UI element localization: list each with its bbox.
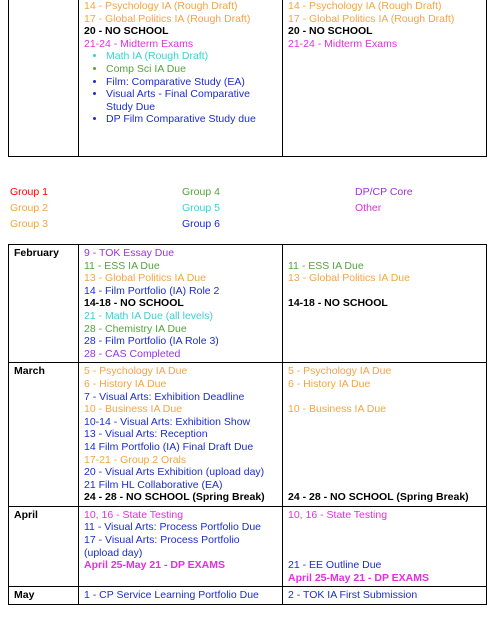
entry-line: 10, 16 - State Testing [84, 508, 184, 521]
entry-line: 14 - Psychology IA (Rough Draft) [84, 0, 238, 12]
top-col2-cell [79, 0, 283, 157]
top-col3-cell [283, 0, 487, 157]
entry-line: 13 - Global Politics IA Due [288, 272, 410, 285]
entry-line: 5 - Psychology IA Due [84, 365, 188, 378]
entry-line: 17 - Visual Arts: Process Portfolio (upload day) [84, 534, 240, 559]
entry-line: 28 - CAS Completed [84, 347, 181, 360]
legend-item: DP/CP Core [355, 186, 413, 198]
entry-line: 10-14 - Visual Arts: Exhibition Show [84, 415, 251, 428]
entry-line [288, 454, 481, 467]
entry-line: 6 - History IA Due [288, 377, 371, 390]
entry-line: 14 - Psychology IA (Rough Draft) [288, 0, 442, 12]
entry-line: 10 - Business IA Due [84, 403, 183, 416]
month-col2-cell [79, 506, 283, 587]
entry-line: 28 - Chemistry IA Due [84, 322, 187, 335]
month-row [9, 363, 487, 507]
entry-line: 13 - Visual Arts: Reception [84, 428, 208, 441]
entry-line [288, 466, 481, 479]
month-row [9, 245, 487, 363]
entry-line: 20 - Visual Arts Exhibition (upload day) [84, 466, 265, 479]
entry-line: 21-24 - Midterm Exams [288, 37, 398, 50]
top-col2-entries [84, 0, 277, 50]
entry-line: 17-21 - Group 2 Orals [84, 453, 187, 466]
entry-line [288, 391, 481, 404]
entry-line [288, 534, 481, 547]
month-col2-cell [79, 587, 283, 605]
top-calendar-table [8, 0, 487, 157]
entry-line: 11 - ESS IA Due [84, 259, 160, 272]
entry-line: April 25-May 21 - DP EXAMS [288, 571, 430, 584]
month-col2-cell [79, 245, 283, 363]
entry-line: 14 Film Portfolio (IA) Final Draft Due [84, 440, 254, 453]
legend-item: Group 6 [182, 218, 220, 230]
bullet-item: • Film: Comparative Study (EA) [106, 76, 277, 89]
month-col2-cell [79, 363, 283, 507]
entry-line [288, 416, 481, 429]
entry-line: 14-18 - NO SCHOOL [84, 297, 184, 310]
bullet-item: • Math IA (Rough Draft) [106, 50, 277, 63]
entry-line [288, 441, 481, 454]
entry-line: 21 - EE Outline Due [288, 559, 382, 572]
top-col3-entries [288, 0, 481, 50]
entry-line: 7 - Visual Arts: Exhibition Deadline [84, 390, 245, 403]
entry-line [288, 547, 481, 560]
bullet-item: • DP Film Comparative Study due [106, 113, 277, 126]
entry-line: 10 - Business IA Due [288, 403, 387, 416]
entry-line: 28 - Film Portfolio (IA Role 3) [84, 335, 219, 348]
entry-line [288, 285, 481, 298]
entry-line [288, 521, 481, 534]
entry-line: 10, 16 - State Testing [288, 508, 388, 521]
entry-line: 14-18 - NO SCHOOL [288, 297, 388, 310]
entry-line [288, 247, 481, 260]
month-col3-cell [283, 506, 487, 587]
entry-line: 17 - Global Politics IA (Rough Draft) [288, 12, 455, 25]
legend-item: Other [355, 202, 382, 214]
entry-line: 24 - 28 - NO SCHOOL (Spring Break) [288, 491, 469, 504]
entry-line [288, 428, 481, 441]
legend-item: Group 1 [10, 186, 48, 198]
month-name: February [9, 245, 79, 363]
month-name: May [9, 587, 79, 605]
month-name: March [9, 363, 79, 507]
top-bullet-list [84, 50, 277, 126]
month-col3-cell [283, 245, 487, 363]
bullet-item: • Visual Arts - Final Comparative Study Due [106, 88, 277, 113]
entry-line: 20 - NO SCHOOL [84, 25, 169, 38]
entry-line: 24 - 28 - NO SCHOOL (Spring Break) [84, 491, 265, 504]
entry-line: 2 - TOK IA First Submission [288, 589, 418, 602]
month-row [9, 506, 487, 587]
entry-line: April 25-May 21 - DP EXAMS [84, 559, 226, 572]
legend-item: Group 4 [182, 186, 220, 198]
month-col3-cell [283, 363, 487, 507]
entry-line: 1 - CP Service Learning Portfolio Due [84, 589, 259, 602]
entry-line: 11 - ESS IA Due [288, 259, 364, 272]
legend-item: Group 2 [10, 202, 48, 214]
color-legend [8, 186, 492, 232]
month-row [9, 587, 487, 605]
entry-line: 21 - Math IA Due (all levels) [84, 309, 213, 322]
entry-line: 13 - Global Politics IA Due [84, 272, 206, 285]
entry-line: 20 - NO SCHOOL [288, 25, 373, 38]
entry-line [288, 479, 481, 492]
entry-line: 11 - Visual Arts: Process Portfolio Due [84, 521, 262, 534]
entry-line: 21-24 - Midterm Exams [84, 37, 194, 50]
entry-line: 17 - Global Politics IA (Rough Draft) [84, 12, 251, 25]
entry-line: 21 Film HL Collaborative (EA) [84, 478, 223, 491]
bullet-item: • Comp Sci IA Due [106, 63, 277, 76]
calendar-table [8, 244, 487, 605]
entry-line: 6 - History IA Due [84, 377, 167, 390]
month-name: April [9, 506, 79, 587]
entry-line: 9 - TOK Essay Due [84, 247, 175, 259]
top-row [9, 0, 487, 157]
entry-line: 14 - Film Portfolio (IA) Role 2 [84, 284, 220, 297]
legend-item: Group 3 [10, 218, 48, 230]
month-col3-cell [283, 587, 487, 605]
entry-line: 5 - Psychology IA Due [288, 365, 392, 378]
top-month-cell [9, 0, 79, 157]
legend-item: Group 5 [182, 202, 220, 214]
